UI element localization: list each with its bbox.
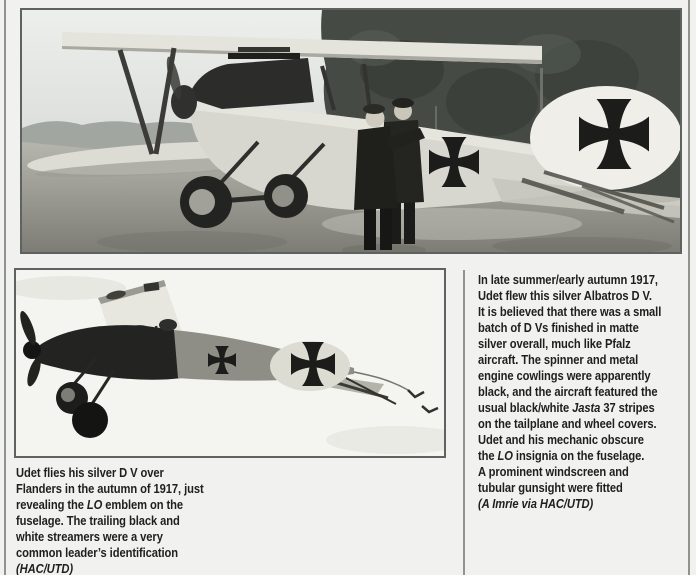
caption-line: [478, 304, 693, 320]
cap: [363, 104, 385, 114]
caption-italic-text: LO: [86, 497, 103, 512]
caption-line: [16, 513, 274, 529]
caption-line: [16, 561, 274, 575]
caption-line: [478, 496, 693, 512]
caption-line: [16, 529, 274, 545]
caption-italic-text: (A Imrie via HAC/UTD): [478, 496, 594, 511]
top-photo-frame: [20, 8, 682, 254]
caption-text: batch of D Vs finished in matte: [478, 320, 639, 335]
ground-shadow: [97, 231, 287, 252]
caption-text: common leader’s identification: [16, 545, 179, 560]
caption-line: [16, 545, 274, 561]
wheel-cover: [189, 189, 215, 215]
windscreen-pilot: [159, 319, 177, 331]
caption-italic-text: LO: [497, 448, 513, 463]
caption-text: emblem on the: [102, 497, 184, 512]
worn-ground-patch: [322, 208, 582, 240]
wheel-cover: [272, 185, 294, 207]
caption-text: Udet and his mechanic obscure: [478, 432, 644, 447]
caption-text: A prominent windscreen and: [478, 464, 629, 479]
caption-text: the: [478, 448, 498, 463]
caption-line: [478, 384, 693, 400]
caption-text: on the tailplane and wheel covers.: [478, 416, 657, 431]
tree-shadow: [446, 68, 538, 136]
column-divider: [463, 270, 465, 575]
caption-text: 37 stripes: [600, 400, 655, 415]
caption-line: [478, 480, 693, 496]
caption-italic-text: Jasta: [572, 400, 601, 415]
caption-text: Udet flew this silver Albatros D V.: [478, 288, 652, 303]
caption-line: [478, 288, 693, 304]
left-photo-caption: [16, 465, 274, 575]
caption-text: black, and the aircraft featured the: [478, 384, 658, 399]
caption-line: [478, 368, 693, 384]
leg: [404, 196, 415, 244]
caption-text: It is believed that there was a small: [478, 304, 662, 319]
caption-line: [478, 320, 693, 336]
page-left-border: [4, 0, 6, 575]
caption-line: [478, 336, 693, 352]
caption-text: Flanders in the autumn of 1917, just: [16, 481, 204, 496]
wheel-cover: [61, 388, 75, 402]
caption-text: In late summer/early autumn 1917,: [478, 272, 658, 287]
caption-text: tubular gunsight were fitted: [478, 480, 623, 495]
machine-guns: [228, 53, 300, 59]
leg: [364, 206, 376, 250]
caption-line: [478, 416, 693, 432]
leg: [380, 208, 392, 250]
caption-line: [478, 448, 693, 464]
caption-text: aircraft. The spinner and metal: [478, 352, 639, 367]
top-photo-albatros-on-ground: [22, 10, 680, 252]
caption-text: usual black/white: [478, 400, 573, 415]
caption-text: fuselage. The trailing black and: [16, 513, 180, 528]
caption-line: [16, 497, 274, 513]
cap: [392, 98, 414, 108]
caption-line: [478, 272, 693, 288]
caption-line: [16, 465, 274, 481]
caption-text: revealing the: [16, 497, 87, 512]
wheel: [72, 402, 108, 438]
caption-line: [478, 432, 693, 448]
caption-text: engine cowlings were apparently: [478, 368, 651, 383]
caption-text: white streamers were a very: [16, 529, 163, 544]
caption-line: [478, 352, 693, 368]
machine-guns: [238, 47, 290, 52]
bottom-photo-albatros-in-flight: [16, 270, 444, 456]
caption-text: silver overall, much like Pfalz: [478, 336, 631, 351]
bottom-left-photo-frame: [14, 268, 446, 458]
caption-text: Udet flies his silver D V over: [16, 465, 164, 480]
caption-line: [16, 481, 274, 497]
caption-line: [478, 464, 693, 480]
caption-line: [478, 400, 693, 416]
caption-italic-text: (HAC/UTD): [16, 561, 73, 575]
right-column-caption: [478, 272, 693, 512]
caption-text: insignia on the fuselage.: [512, 448, 645, 463]
